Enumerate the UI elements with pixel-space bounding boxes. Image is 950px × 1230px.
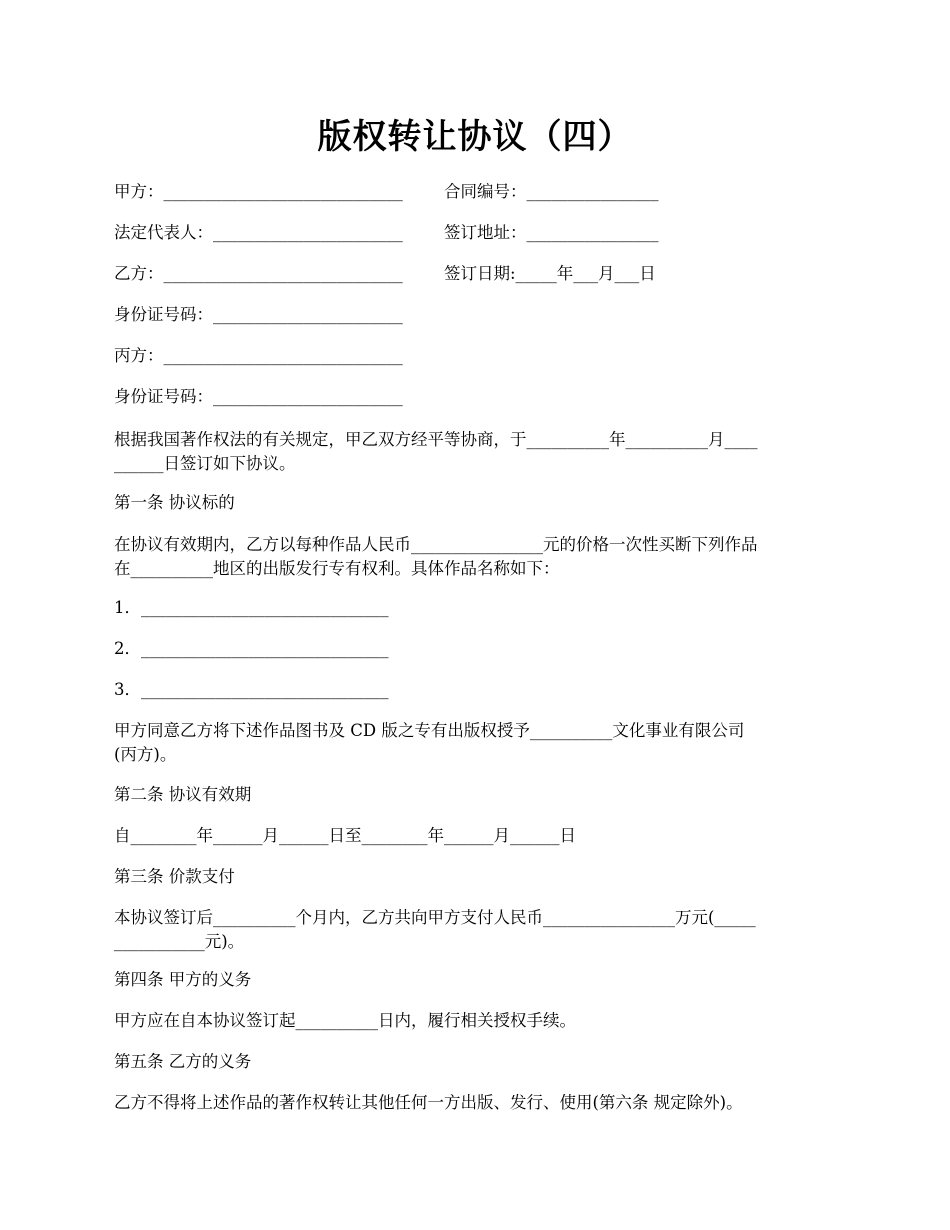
article-1-paragraph-1-line-2: 在__________地区的出版发行专有权利。具体作品名称如下：	[114, 559, 560, 578]
intro-paragraph-line-1: 根据我国著作权法的有关规定，甲乙双方经平等协商，于__________年__________月____	[114, 430, 758, 449]
article-4-paragraph: 甲方应在自本协议签订起__________日内，履行相关授权手续。	[114, 1011, 576, 1030]
article-4-title: 第四条 甲方的义务	[114, 970, 252, 989]
legal-representative-field: 法定代表人：_______________________	[114, 223, 403, 242]
work-item-1: 1．______________________________	[114, 598, 389, 617]
article-3-paragraph-line-1: 本协议签订后__________个月内，乙方共向甲方支付人民币________________万元(_____	[114, 908, 756, 927]
article-1-paragraph-1-line-1: 在协议有效期内，乙方以每种作品人民币________________元的价格一次性买断下列作品	[114, 535, 758, 554]
document-title: 版权转让协议（四）	[317, 117, 633, 157]
party-a-field: 甲方：_____________________________	[114, 182, 403, 201]
signing-place-field: 签订地址：________________	[444, 223, 659, 242]
party-c-field: 丙方：_____________________________	[114, 346, 403, 365]
article-3-title: 第三条 价款支付	[114, 867, 235, 886]
article-2-paragraph: 自________年______月______日至________年______月______日	[114, 826, 576, 845]
work-item-2: 2．______________________________	[114, 639, 389, 658]
signing-date-field: 签订日期:_____年___月___日	[444, 264, 656, 283]
article-5-paragraph: 乙方不得将上述作品的著作权转让其他任何一方出版、发行、使用(第六条 规定除外)。	[114, 1093, 743, 1112]
contract-number-field: 合同编号：________________	[444, 182, 659, 201]
article-1-paragraph-2-line-1: 甲方同意乙方将下述作品图书及 CD 版之专有出版权授予__________文化事业有限公司	[114, 721, 745, 740]
id-number-field-2: 身份证号码：_______________________	[114, 387, 403, 406]
article-3-paragraph-line-2: ___________元)。	[114, 932, 245, 951]
work-item-3: 3．______________________________	[114, 680, 389, 699]
article-1-paragraph-2-line-2: (丙方)。	[114, 745, 177, 764]
intro-paragraph-line-2: ______日签订如下协议。	[114, 454, 296, 473]
article-1-title: 第一条 协议标的	[114, 493, 235, 512]
article-2-title: 第二条 协议有效期	[114, 785, 252, 804]
party-b-field: 乙方：_____________________________	[114, 264, 403, 283]
id-number-field-1: 身份证号码：_______________________	[114, 305, 403, 324]
article-5-title: 第五条 乙方的义务	[114, 1052, 252, 1071]
